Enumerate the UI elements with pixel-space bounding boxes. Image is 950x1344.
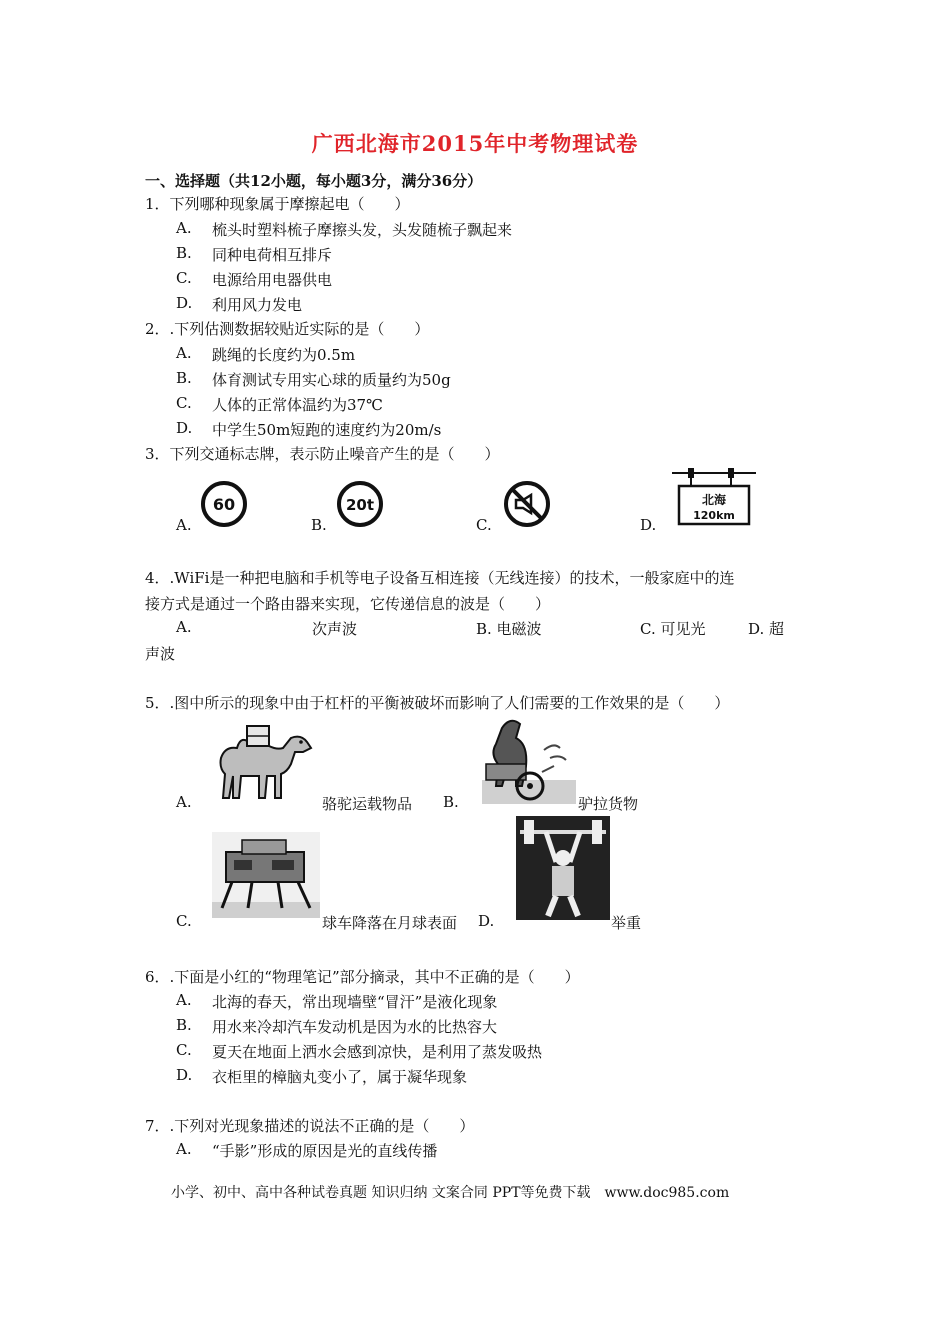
q3-option-a-label: A. (176, 516, 192, 534)
sign-a-text: 60 (212, 495, 236, 514)
question-4-line-4: 声波 (145, 645, 176, 663)
q3-option-c-label: C. (476, 516, 492, 534)
weight-limit-sign-image (336, 480, 384, 528)
q6-option-a-label: A. (176, 991, 192, 1009)
q2-option-c-label: C. (176, 394, 192, 412)
q4-option-c: C. 可见光 (640, 620, 706, 638)
question-4-line-1: 4．.WiFi是一种把电脑和手机等电子设备互相连接（无线连接）的技术，一般家庭中的连 (145, 569, 735, 587)
q5-option-c-label: C. (176, 912, 192, 930)
camel-image (211, 718, 321, 806)
no-honking-sign-image (503, 480, 551, 528)
q1-option-c-text: 电源给用电器供电 (212, 271, 333, 289)
question-5-stem: 5．.图中所示的现象中由于杠杆的平衡被破坏而影响了人们需要的工作效果的是（ ） (145, 694, 730, 712)
q5-option-b-text: 驴拉货物 (578, 795, 639, 813)
q1-option-d-label: D. (176, 294, 193, 312)
weightlifting-image (516, 816, 610, 920)
q6-option-d-label: D. (176, 1066, 193, 1084)
sign-d-top-text: 北海 (701, 493, 727, 507)
q6-option-a-text: 北海的春天，常出现墙壁“冒汗”是液化现象 (212, 993, 498, 1011)
q5-option-a-label: A. (176, 793, 192, 811)
donkey-cart-image (480, 714, 578, 808)
question-3-stem: 3．下列交通标志牌，表示防止噪音产生的是（ ） (145, 445, 500, 463)
q6-option-b-label: B. (176, 1016, 192, 1034)
q4-option-a-text: 次声波 (312, 620, 358, 638)
q5-option-c-text: 球车降落在月球表面 (322, 914, 458, 932)
q4-option-b: B. 电磁波 (476, 620, 542, 638)
q5-option-b-label: B. (443, 793, 459, 811)
q2-option-d-text: 中学生50m短跑的速度约为20m/s (212, 421, 442, 439)
q7-option-a-label: A. (176, 1140, 192, 1158)
q2-option-b-text: 体育测试专用实心球的质量约为50g (212, 371, 451, 389)
q2-option-d-label: D. (176, 419, 193, 437)
q5-option-a-text: 骆驼运载物品 (322, 795, 413, 813)
distance-sign-image (666, 467, 762, 527)
q1-option-a-text: 梳头时塑料梳子摩擦头发，头发随梳子飘起来 (212, 221, 513, 239)
q3-option-d-label: D. (640, 516, 657, 534)
q2-option-b-label: B. (176, 369, 192, 387)
q1-option-d-text: 利用风力发电 (212, 296, 303, 314)
q4-option-a-label: A. (176, 618, 192, 636)
q7-option-a-text: “手影”形成的原因是光的直线传播 (212, 1142, 438, 1160)
question-1-stem: 1．下列哪种现象属于摩擦起电（ ） (145, 195, 410, 213)
q3-option-b-label: B. (311, 516, 327, 534)
q5-option-d-label: D. (478, 912, 495, 930)
q1-option-b-text: 同种电荷相互排斥 (212, 246, 333, 264)
lunar-rover-image (212, 832, 320, 918)
question-4-line-2: 接方式是通过一个路由器来实现，它传递信息的波是（ ） (145, 595, 551, 613)
sign-b-text: 20t (345, 496, 375, 514)
q1-option-c-label: C. (176, 269, 192, 287)
q6-option-d-text: 衣柜里的樟脑丸变小了，属于凝华现象 (212, 1068, 468, 1086)
q6-option-c-label: C. (176, 1041, 192, 1059)
q6-option-b-text: 用水来冷却汽车发动机是因为水的比热容大 (212, 1018, 498, 1036)
q2-option-c-text: 人体的正常体温约为37℃ (212, 396, 383, 414)
q6-option-c-text: 夏天在地面上洒水会感到凉快，是利用了蒸发吸热 (212, 1043, 543, 1061)
q2-option-a-label: A. (176, 344, 192, 362)
q4-option-d: D. 超 (748, 620, 785, 638)
question-7-stem: 7．.下列对光现象描述的说法不正确的是（ ） (145, 1117, 475, 1135)
page-title: 广西北海市2015年中考物理试卷 (311, 131, 639, 156)
q1-option-b-label: B. (176, 244, 192, 262)
q5-option-d-text: 举重 (611, 914, 642, 932)
page-footer: 小学、初中、高中各种试卷真题 知识归纳 文案合同 PPT等免费下载 www.doc985.com (171, 1185, 730, 1201)
question-2-stem: 2．.下列估测数据较贴近实际的是（ ） (145, 320, 430, 338)
sign-d-bottom-text: 120km (693, 509, 735, 522)
speed-limit-sign-image (200, 480, 248, 528)
q1-option-a-label: A. (176, 219, 192, 237)
question-6-stem: 6．.下面是小红的“物理笔记”部分摘录，其中不正确的是（ ） (145, 968, 580, 986)
section-heading: 一、选择题（共12小题，每小题3分，满分36分） (145, 172, 483, 190)
q2-option-a-text: 跳绳的长度约为0.5m (212, 346, 356, 364)
